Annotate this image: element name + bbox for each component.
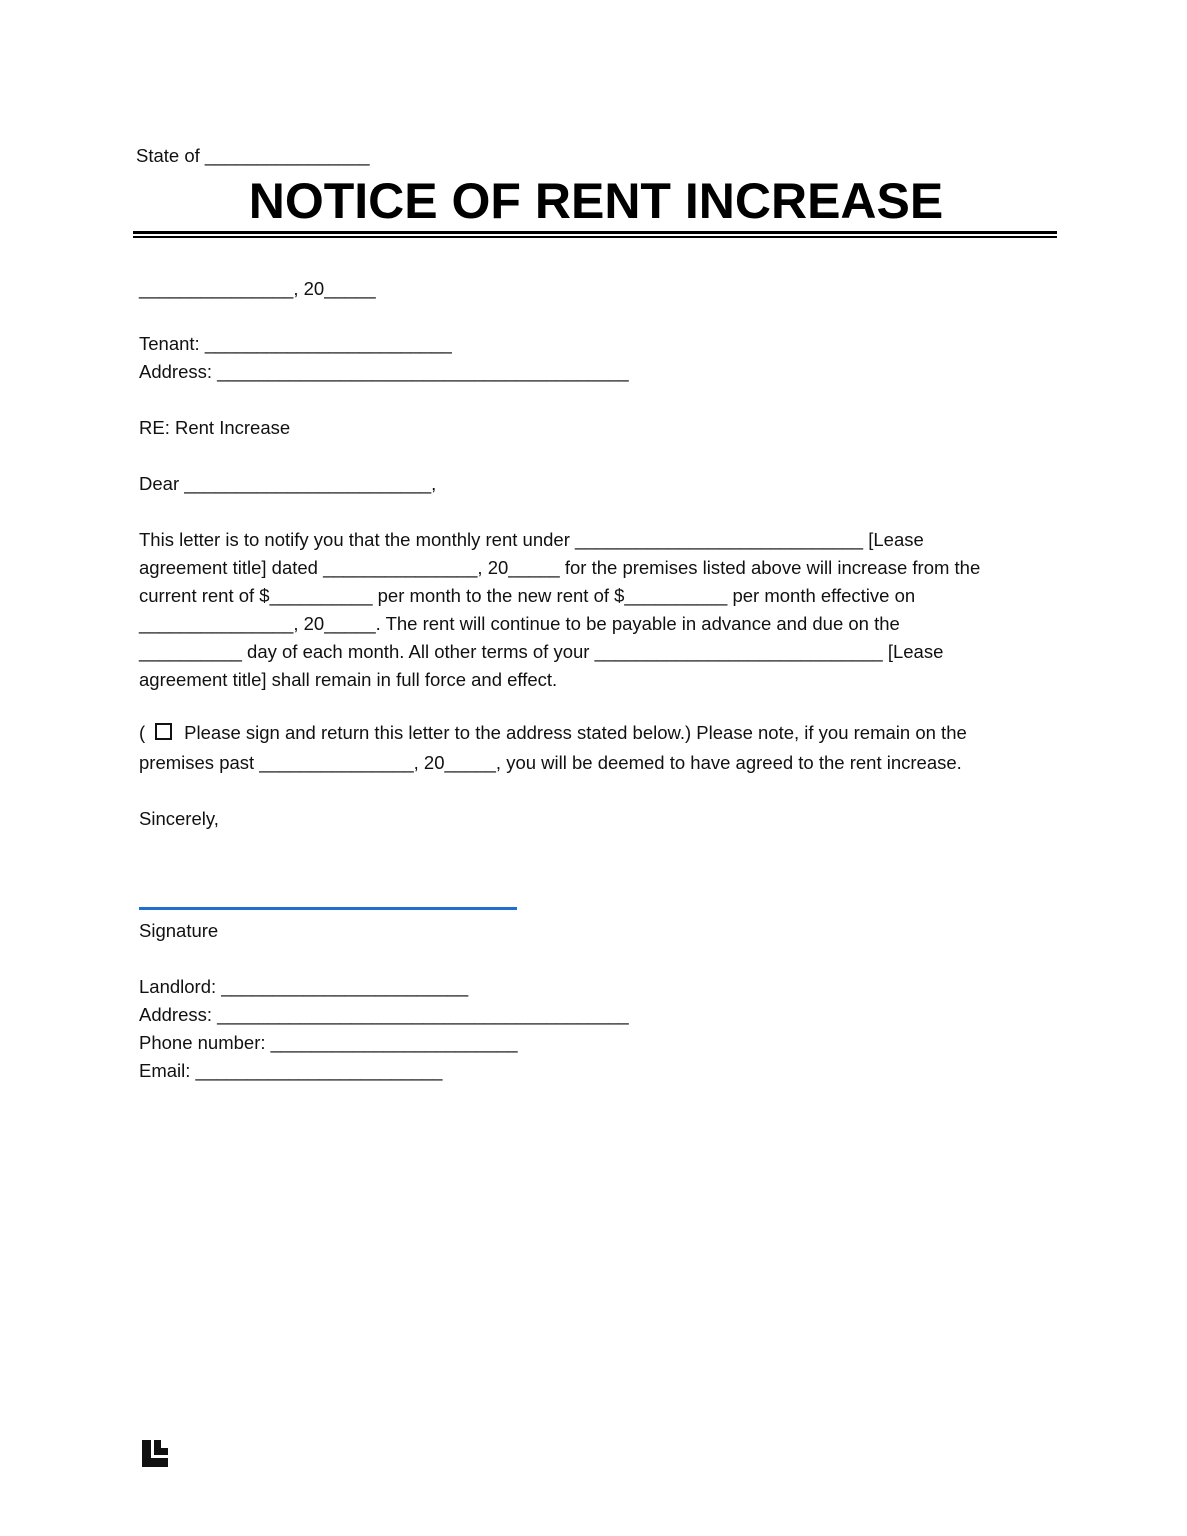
date-line: _______________, 20_____ <box>139 278 376 299</box>
landlord-address-line: Address: ________________________________________ <box>139 1004 629 1025</box>
open-paren: ( <box>139 722 146 743</box>
salutation-line: Dear ________________________, <box>139 473 437 494</box>
landlord-email-line: Email: ________________________ <box>139 1060 443 1081</box>
signature-label: Signature <box>139 920 219 941</box>
body-line: agreement title] shall remain in full force and effect. <box>139 669 558 690</box>
checkbox-icon[interactable] <box>155 723 172 740</box>
landlord-line: Landlord: ________________________ <box>139 976 469 997</box>
optional-text-line-2: premises past _______________, 20_____, you will be deemed to have agreed to the rent increase. <box>139 752 962 773</box>
body-line: current rent of $__________ per month to the new rent of $__________ per month effective on <box>139 585 916 606</box>
title-rule-thick <box>133 231 1057 234</box>
title-rule-thin <box>133 236 1057 238</box>
landlord-phone-line: Phone number: ________________________ <box>139 1032 518 1053</box>
tenant-address-line: Address: ________________________________________ <box>139 361 629 382</box>
document-logo-icon <box>142 1440 168 1467</box>
state-of-line: State of ________________ <box>136 145 370 166</box>
body-line: _______________, 20_____. The rent will continue to be payable in advance and due on the <box>139 613 900 634</box>
closing-line: Sincerely, <box>139 808 219 829</box>
optional-sign-return-line <box>139 719 1039 747</box>
signature-line[interactable] <box>139 907 517 910</box>
body-line: __________ day of each month. All other terms of your ____________________________ [Lease <box>139 641 944 662</box>
tenant-line: Tenant: ________________________ <box>139 333 452 354</box>
body-line: This letter is to notify you that the monthly rent under ____________________________ [Lease <box>139 529 924 550</box>
optional-text-line-1: Please sign and return this letter to the address stated below.) Please note, if you remain on the <box>184 722 967 743</box>
re-line: RE: Rent Increase <box>139 417 291 438</box>
document-title: NOTICE OF RENT INCREASE <box>248 173 944 229</box>
body-line: agreement title] dated _______________, 20_____ for the premises listed above will increase from the <box>139 557 981 578</box>
